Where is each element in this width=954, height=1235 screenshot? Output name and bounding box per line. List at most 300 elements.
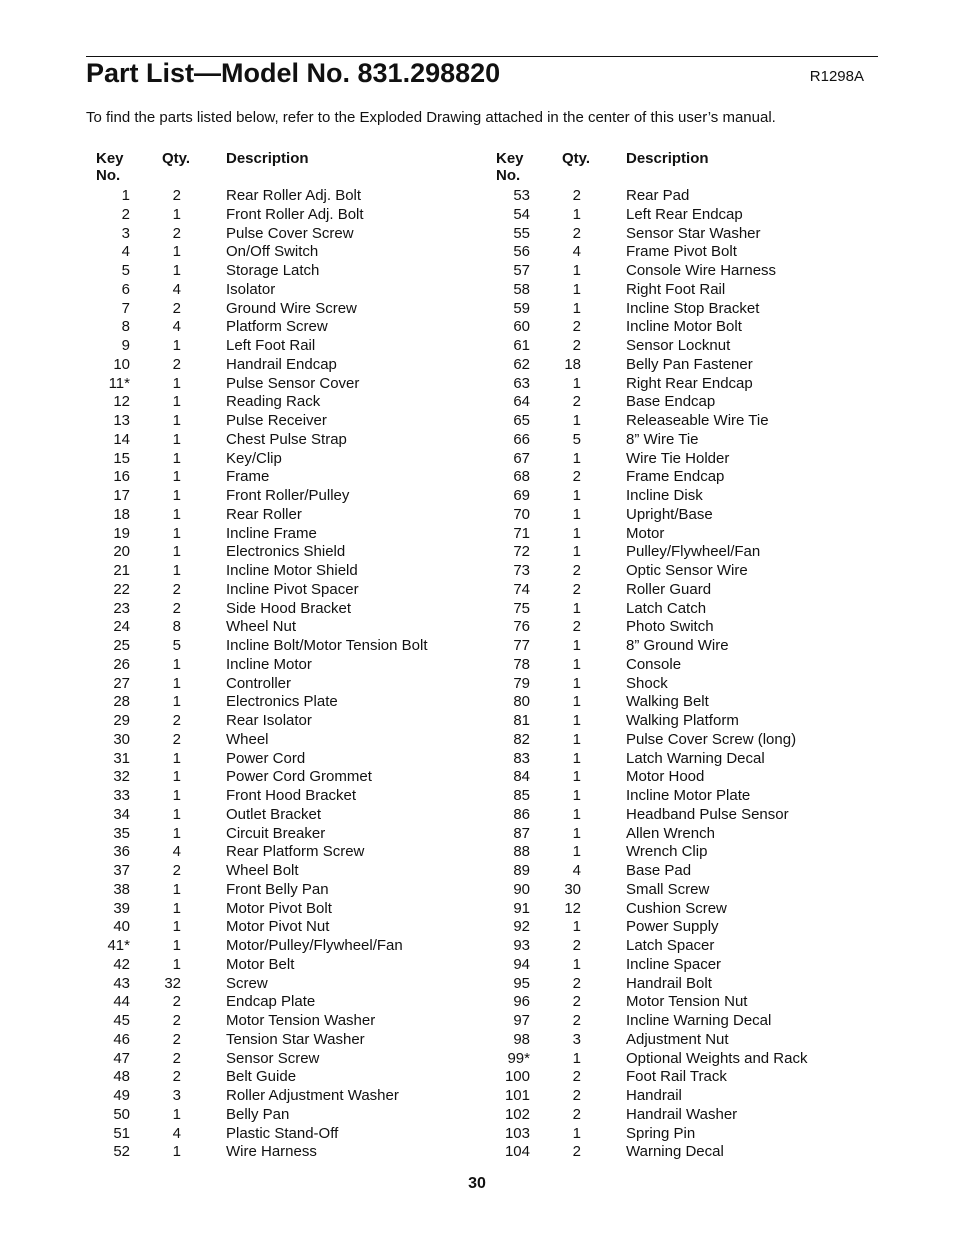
document-code: R1298A xyxy=(809,68,864,85)
description: Motor xyxy=(626,524,665,542)
description: Incline Motor Shield xyxy=(226,562,358,579)
key-number: 76 xyxy=(513,618,530,636)
key-number: 70 xyxy=(513,505,530,523)
description: Rear Roller xyxy=(226,505,302,523)
quantity: 1 xyxy=(572,805,581,823)
quantity: 1 xyxy=(572,637,581,654)
description: Front Roller/Pulley xyxy=(226,487,350,504)
quantity: 2 xyxy=(572,1105,581,1123)
key-number: 18 xyxy=(113,505,130,523)
description: Front Belly Pan xyxy=(226,880,329,898)
key-number: 63 xyxy=(513,374,530,392)
key-number: 48 xyxy=(113,1068,130,1086)
quantity: 1 xyxy=(572,412,581,429)
description: Cushion Screw xyxy=(626,899,727,917)
quantity: 1 xyxy=(572,730,581,748)
description: Sensor Locknut xyxy=(626,337,731,354)
quantity: 2 xyxy=(172,299,181,317)
key-number: 66 xyxy=(513,430,530,448)
description: Incline Motor xyxy=(226,655,312,673)
description: Right Rear Endcap xyxy=(626,374,753,392)
quantity: 2 xyxy=(172,712,181,729)
quantity: 2 xyxy=(172,1068,181,1086)
quantity: 2 xyxy=(172,1049,181,1067)
quantity: 1 xyxy=(572,843,581,861)
key-number: 15 xyxy=(113,449,130,467)
quantity: 1 xyxy=(172,918,181,936)
description: Left Rear Endcap xyxy=(626,205,743,223)
key-number: 86 xyxy=(513,805,530,823)
quantity: 1 xyxy=(172,412,181,429)
description: Wheel xyxy=(226,730,269,748)
description: Roller Guard xyxy=(626,580,712,598)
description: Incline Motor Bolt xyxy=(626,318,742,336)
key-number: 46 xyxy=(113,1030,130,1048)
key-number: 88 xyxy=(513,843,530,861)
key-number: 37 xyxy=(113,862,130,879)
quantity: 1 xyxy=(572,674,581,692)
description: Motor/Pulley/Flywheel/Fan xyxy=(226,937,403,954)
description: Incline Stop Bracket xyxy=(626,299,760,317)
quantity: 1 xyxy=(172,899,181,917)
quantity: 1 xyxy=(572,487,581,504)
header-qty: Qty. xyxy=(162,150,191,167)
quantity: 2 xyxy=(172,993,181,1011)
description: Left Foot Rail xyxy=(226,337,316,354)
quantity: 1 xyxy=(172,655,181,673)
quantity: 4 xyxy=(172,318,181,336)
description: Console xyxy=(626,655,682,673)
description: Releaseable Wire Tie xyxy=(626,412,769,429)
quantity: 2 xyxy=(172,862,181,879)
quantity: 1 xyxy=(172,1105,181,1123)
description: Power Supply xyxy=(626,918,719,936)
description: Small Screw xyxy=(626,880,710,898)
quantity: 1 xyxy=(172,674,181,692)
quantity: 1 xyxy=(572,205,581,223)
description: Handrail Bolt xyxy=(626,974,712,992)
quantity: 1 xyxy=(172,805,181,823)
key-number: 89 xyxy=(513,862,530,879)
description: Shock xyxy=(626,674,668,692)
quantity: 2 xyxy=(572,187,581,204)
key-number: 53 xyxy=(513,187,530,204)
quantity: 1 xyxy=(572,299,581,317)
description: Endcap Plate xyxy=(226,993,316,1011)
key-number: 11* xyxy=(108,374,130,392)
description: Rear Roller Adj. Bolt xyxy=(226,187,362,204)
key-number: 39 xyxy=(113,899,130,917)
quantity: 1 xyxy=(572,262,581,279)
quantity: 8 xyxy=(172,618,181,636)
key-number: 36 xyxy=(113,843,130,861)
quantity: 1 xyxy=(172,937,181,954)
description: Base Endcap xyxy=(626,393,716,411)
description: Optic Sensor Wire xyxy=(626,562,748,579)
quantity: 3 xyxy=(172,1087,181,1104)
key-number: 33 xyxy=(113,787,130,804)
key-number: 47 xyxy=(113,1049,130,1067)
description: On/Off Switch xyxy=(226,243,319,261)
key-number: 99* xyxy=(507,1049,530,1067)
key-number: 13 xyxy=(113,412,130,429)
quantity: 2 xyxy=(172,355,181,373)
quantity: 32 xyxy=(164,974,181,992)
description: 8” Ground Wire xyxy=(626,637,729,654)
description: Storage Latch xyxy=(226,262,320,279)
header-description: Description xyxy=(226,150,309,167)
key-number: 29 xyxy=(113,712,130,729)
key-number: 95 xyxy=(513,974,530,992)
quantity: 1 xyxy=(572,1049,581,1067)
key-number: 17 xyxy=(113,487,130,504)
description: Pulley/Flywheel/Fan xyxy=(626,543,761,561)
key-number: 73 xyxy=(513,562,530,579)
quantity: 2 xyxy=(572,974,581,992)
quantity: 2 xyxy=(572,393,581,411)
key-number: 78 xyxy=(513,655,530,673)
quantity: 1 xyxy=(172,449,181,467)
description: Base Pad xyxy=(626,862,692,879)
description: Walking Platform xyxy=(626,712,739,729)
key-number: 101 xyxy=(504,1087,530,1104)
description: Handrail Endcap xyxy=(226,355,337,373)
key-number: 23 xyxy=(113,599,130,617)
key-number: 67 xyxy=(513,449,530,467)
key-number: 74 xyxy=(513,580,530,598)
quantity: 1 xyxy=(572,524,581,542)
quantity: 1 xyxy=(172,262,181,279)
quantity: 2 xyxy=(572,1087,581,1104)
description: Headband Pulse Sensor xyxy=(626,805,789,823)
description: Rear Pad xyxy=(626,187,690,204)
quantity: 2 xyxy=(572,468,581,486)
description: Outlet Bracket xyxy=(226,805,322,823)
header-key: Key No. xyxy=(496,150,524,184)
quantity: 2 xyxy=(172,224,181,242)
quantity: 1 xyxy=(172,824,181,842)
key-number: 51 xyxy=(113,1124,130,1142)
key-number: 49 xyxy=(113,1087,130,1104)
description: Incline Pivot Spacer xyxy=(226,580,359,598)
description: Motor Belt xyxy=(226,955,295,973)
quantity: 1 xyxy=(172,693,181,711)
key-number: 44 xyxy=(113,993,130,1011)
key-number: 34 xyxy=(113,805,130,823)
description: Frame Endcap xyxy=(626,468,725,486)
quantity: 1 xyxy=(172,374,181,392)
key-number: 83 xyxy=(513,749,530,767)
key-number: 93 xyxy=(513,937,530,954)
description: Motor Tension Washer xyxy=(226,1012,376,1029)
description: Wheel Bolt xyxy=(226,862,299,879)
quantity: 2 xyxy=(172,580,181,598)
key-number: 68 xyxy=(513,468,530,486)
quantity: 1 xyxy=(172,880,181,898)
quantity: 1 xyxy=(572,787,581,804)
quantity: 1 xyxy=(572,1124,581,1142)
key-number: 69 xyxy=(513,487,530,504)
description: Photo Switch xyxy=(626,618,714,636)
quantity: 1 xyxy=(172,205,181,223)
quantity: 1 xyxy=(172,430,181,448)
key-number: 4 xyxy=(121,243,130,261)
quantity: 2 xyxy=(172,187,181,204)
description: Walking Belt xyxy=(626,693,709,711)
key-number: 19 xyxy=(113,524,130,542)
description: Spring Pin xyxy=(626,1124,696,1142)
quantity: 2 xyxy=(572,937,581,954)
quantity: 1 xyxy=(572,543,581,561)
key-number: 97 xyxy=(513,1012,530,1029)
description: Key/Clip xyxy=(226,449,282,467)
description: Electronics Plate xyxy=(226,693,338,711)
quantity: 1 xyxy=(172,243,181,261)
key-number: 3 xyxy=(121,224,130,242)
description: Latch Spacer xyxy=(626,937,715,954)
header-qty: Qty. xyxy=(562,150,591,167)
description: Pulse Receiver xyxy=(226,412,327,429)
key-number: 24 xyxy=(113,618,130,636)
description: Platform Screw xyxy=(226,318,328,336)
key-number: 55 xyxy=(513,224,530,242)
quantity: 1 xyxy=(172,505,181,523)
key-number: 32 xyxy=(113,768,130,786)
description: Sensor Screw xyxy=(226,1049,320,1067)
description: Belt Guide xyxy=(226,1068,297,1086)
description: Foot Rail Track xyxy=(626,1068,727,1086)
key-number: 87 xyxy=(513,824,530,842)
quantity: 2 xyxy=(572,337,581,354)
key-number: 77 xyxy=(513,637,530,654)
key-number: 58 xyxy=(513,280,530,298)
key-number: 82 xyxy=(513,730,530,748)
description: Pulse Cover Screw (long) xyxy=(626,730,797,748)
quantity: 2 xyxy=(572,618,581,636)
description: Side Hood Bracket xyxy=(226,599,352,617)
key-number: 25 xyxy=(113,637,130,654)
description: Incline Spacer xyxy=(626,955,722,973)
quantity: 2 xyxy=(172,1012,181,1029)
header-key: Key No. xyxy=(96,150,124,184)
description: Pulse Cover Screw xyxy=(226,224,354,242)
description: Controller xyxy=(226,674,292,692)
quantity: 1 xyxy=(172,787,181,804)
description: Wire Tie Holder xyxy=(626,449,730,467)
description: Latch Catch xyxy=(626,599,707,617)
description: Incline Motor Plate xyxy=(626,787,751,804)
key-number: 98 xyxy=(513,1030,530,1048)
quantity: 1 xyxy=(172,468,181,486)
key-number: 71 xyxy=(513,524,530,542)
quantity: 1 xyxy=(172,393,181,411)
quantity: 2 xyxy=(172,730,181,748)
description: Plastic Stand-Off xyxy=(226,1124,339,1142)
page-title: Part List—Model No. 831.298820 xyxy=(86,58,501,88)
description: Circuit Breaker xyxy=(226,824,326,842)
quantity: 1 xyxy=(572,824,581,842)
quantity: 5 xyxy=(572,430,581,448)
description: Pulse Sensor Cover xyxy=(226,374,360,392)
key-number: 102 xyxy=(504,1105,530,1123)
description: Handrail Washer xyxy=(626,1105,738,1123)
quantity: 1 xyxy=(572,449,581,467)
description: Wrench Clip xyxy=(626,843,708,861)
quantity: 1 xyxy=(172,562,181,579)
quantity: 1 xyxy=(172,487,181,504)
key-number: 94 xyxy=(513,955,530,973)
description: Isolator xyxy=(226,280,276,298)
description: Handrail xyxy=(626,1087,682,1104)
key-number: 22 xyxy=(113,580,130,598)
quantity: 2 xyxy=(572,1143,581,1161)
quantity: 2 xyxy=(172,1030,181,1048)
description: Rear Platform Screw xyxy=(226,843,365,861)
description: Wire Harness xyxy=(226,1143,317,1161)
key-number: 1 xyxy=(121,187,130,204)
quantity: 1 xyxy=(572,768,581,786)
top-rule xyxy=(86,56,878,57)
description: Frame xyxy=(226,468,270,486)
description: Motor Tension Nut xyxy=(626,993,748,1011)
key-number: 21 xyxy=(113,562,130,579)
key-number: 59 xyxy=(513,299,530,317)
quantity: 4 xyxy=(572,862,581,879)
key-number: 43 xyxy=(113,974,130,992)
quantity: 1 xyxy=(172,1143,181,1161)
key-number: 54 xyxy=(513,205,530,223)
description: Incline Bolt/Motor Tension Bolt xyxy=(226,637,428,654)
quantity: 2 xyxy=(572,993,581,1011)
key-number: 96 xyxy=(513,993,530,1011)
key-number: 57 xyxy=(513,262,530,279)
key-number: 65 xyxy=(513,412,530,429)
key-number: 62 xyxy=(513,355,530,373)
description: Upright/Base xyxy=(626,505,713,523)
quantity: 3 xyxy=(572,1030,581,1048)
key-number: 92 xyxy=(513,918,530,936)
description: Sensor Star Washer xyxy=(626,224,761,242)
description: Optional Weights and Rack xyxy=(626,1049,808,1067)
intro-text: To find the parts listed below, refer to the Exploded Drawing attached in the center of this user’s manual. xyxy=(86,109,776,126)
quantity: 2 xyxy=(572,224,581,242)
description: Screw xyxy=(226,974,268,992)
key-number: 40 xyxy=(113,918,130,936)
key-number: 56 xyxy=(513,243,530,261)
description: Motor Pivot Nut xyxy=(226,918,330,936)
description: Allen Wrench xyxy=(626,824,715,842)
key-number: 81 xyxy=(513,712,530,729)
key-number: 8 xyxy=(121,318,130,336)
key-number: 20 xyxy=(113,543,130,561)
quantity: 1 xyxy=(572,693,581,711)
quantity: 1 xyxy=(572,749,581,767)
key-number: 10 xyxy=(113,355,130,373)
quantity: 1 xyxy=(172,955,181,973)
quantity: 2 xyxy=(172,599,181,617)
key-number: 9 xyxy=(121,337,130,354)
key-number: 61 xyxy=(513,337,530,354)
quantity: 1 xyxy=(572,655,581,673)
description: Motor Hood xyxy=(626,768,705,786)
key-number: 45 xyxy=(113,1012,130,1029)
quantity: 4 xyxy=(172,843,181,861)
quantity: 2 xyxy=(572,318,581,336)
key-number: 6 xyxy=(121,280,130,298)
key-number: 26 xyxy=(113,655,130,673)
key-number: 103 xyxy=(504,1124,530,1142)
key-number: 27 xyxy=(113,674,130,692)
key-number: 31 xyxy=(113,749,130,767)
quantity: 1 xyxy=(172,337,181,354)
quantity: 2 xyxy=(572,580,581,598)
description: Reading Rack xyxy=(226,393,321,411)
description: 8” Wire Tie xyxy=(626,430,699,448)
key-number: 90 xyxy=(513,880,530,898)
header-description: Description xyxy=(626,150,709,167)
key-number: 12 xyxy=(113,393,130,411)
quantity: 1 xyxy=(572,280,581,298)
description: Wheel Nut xyxy=(226,618,297,636)
description: Right Foot Rail xyxy=(626,280,726,298)
quantity: 1 xyxy=(572,918,581,936)
key-number: 50 xyxy=(113,1105,130,1123)
quantity: 1 xyxy=(572,505,581,523)
description: Chest Pulse Strap xyxy=(226,430,347,448)
quantity: 4 xyxy=(172,280,181,298)
quantity: 2 xyxy=(572,562,581,579)
key-number: 91 xyxy=(513,899,530,917)
description: Adjustment Nut xyxy=(626,1030,729,1048)
key-number: 60 xyxy=(513,318,530,336)
quantity: 4 xyxy=(572,243,581,261)
quantity: 1 xyxy=(172,524,181,542)
key-number: 7 xyxy=(121,299,130,317)
description: Rear Isolator xyxy=(226,712,312,729)
key-number: 2 xyxy=(121,205,130,223)
description: Frame Pivot Bolt xyxy=(626,243,737,261)
description: Incline Disk xyxy=(626,487,703,504)
quantity: 1 xyxy=(572,374,581,392)
key-number: 42 xyxy=(113,955,130,973)
quantity: 5 xyxy=(172,637,181,654)
key-number: 35 xyxy=(113,824,130,842)
description: Warning Decal xyxy=(626,1143,724,1161)
description: Roller Adjustment Washer xyxy=(226,1087,399,1104)
quantity: 2 xyxy=(572,1068,581,1086)
key-number: 64 xyxy=(513,393,530,411)
quantity: 30 xyxy=(564,880,581,898)
key-number: 5 xyxy=(121,262,130,279)
quantity: 18 xyxy=(564,355,581,373)
key-number: 16 xyxy=(113,468,130,486)
quantity: 4 xyxy=(172,1124,181,1142)
description: Front Roller Adj. Bolt xyxy=(226,205,364,223)
description: Incline Frame xyxy=(226,524,317,542)
quantity: 1 xyxy=(572,712,581,729)
key-number: 72 xyxy=(513,543,530,561)
description: Latch Warning Decal xyxy=(626,749,765,767)
description: Power Cord xyxy=(226,749,306,767)
description: Incline Warning Decal xyxy=(626,1012,772,1029)
description: Motor Pivot Bolt xyxy=(226,899,332,917)
key-number: 84 xyxy=(513,768,530,786)
quantity: 12 xyxy=(564,899,581,917)
quantity: 1 xyxy=(172,749,181,767)
key-number: 104 xyxy=(504,1143,530,1161)
key-number: 100 xyxy=(504,1068,530,1086)
quantity: 1 xyxy=(172,543,181,561)
